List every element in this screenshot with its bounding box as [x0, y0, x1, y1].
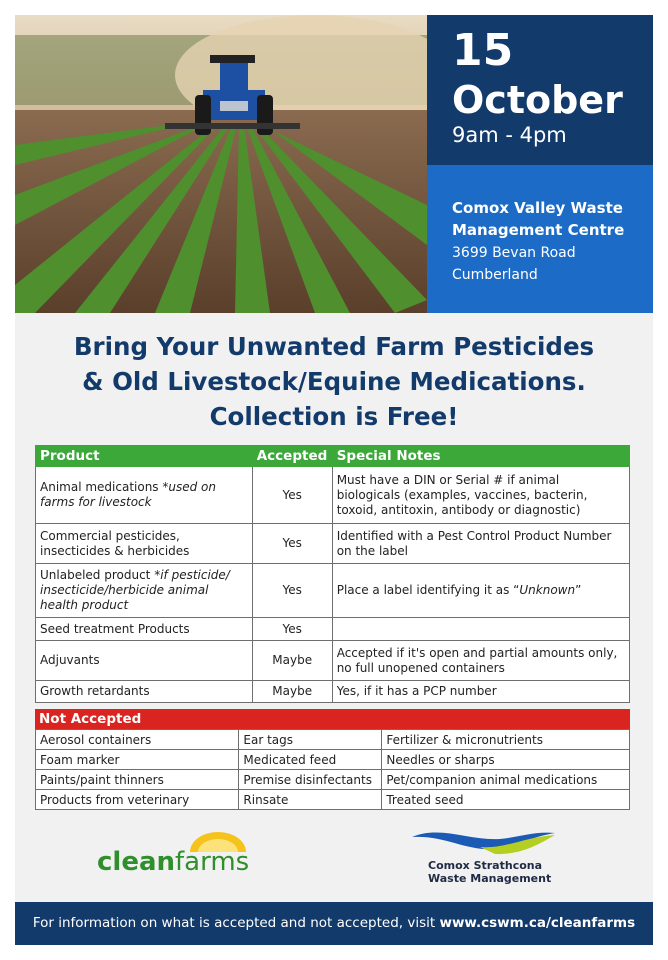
- location-name: Comox Valley Waste Management Centre: [452, 199, 625, 239]
- table-header-row: [36, 446, 630, 467]
- product-cell: [36, 564, 253, 618]
- product-name: Unlabeled product: [40, 568, 155, 582]
- product-note: *used on farms for livestock: [40, 480, 216, 509]
- not-accepted-item: Ear tags: [239, 730, 382, 750]
- svg-text:cleanfarms: [97, 847, 249, 877]
- address-line-2: Cumberland: [452, 267, 538, 283]
- event-month: October: [452, 78, 623, 122]
- table-row: [36, 641, 630, 681]
- accepted-cell: Yes: [252, 618, 332, 641]
- table-row: [36, 618, 630, 641]
- address-line-1: 3699 Bevan Road: [452, 245, 576, 261]
- table-row: [36, 790, 630, 810]
- notes-cell: Identified with a Pest Control Product Number on the label: [332, 524, 629, 564]
- notes-text: Place a label identifying it as “: [336, 583, 520, 597]
- page-headline: [15, 329, 653, 434]
- poster: [15, 15, 653, 945]
- product-cell: Adjuvants: [36, 641, 253, 681]
- event-location-panel: [427, 165, 653, 313]
- accepted-cell: Maybe: [252, 641, 332, 681]
- notes-cell: Accepted if it's open and partial amounts only, no full unopened containers: [332, 641, 629, 681]
- notes-cell: Yes, if it has a PCP number: [332, 681, 629, 703]
- accepted-products-table: [35, 445, 630, 703]
- cleanfarms-word-clean: clean: [97, 847, 176, 877]
- product-cell: Growth retardants: [36, 681, 253, 703]
- not-accepted-item: Premise disinfectants: [239, 770, 382, 790]
- not-accepted-table: [35, 729, 630, 810]
- location-address: [452, 242, 576, 286]
- accepted-cell: Yes: [252, 564, 332, 618]
- table-row: [36, 467, 630, 524]
- table-row: [36, 750, 630, 770]
- cswm-logo: [410, 827, 560, 893]
- notes-cell: [332, 564, 629, 618]
- table-row: [36, 730, 630, 750]
- product-name: Animal medications: [40, 480, 163, 494]
- not-accepted-item: Medicated feed: [239, 750, 382, 770]
- footer-text: For information on what is accepted and not accepted, visit: [32, 915, 440, 931]
- product-cell: Commercial pesticides, insecticides & herbicides: [36, 524, 253, 564]
- headline-line-2: & Old Livestock/Equine Medications.: [82, 367, 586, 396]
- not-accepted-item: Treated seed: [382, 790, 630, 810]
- accepted-cell: Yes: [252, 524, 332, 564]
- footer-link[interactable]: www.cswm.ca/cleanfarms: [439, 915, 636, 931]
- tractor-field-photo: [15, 15, 427, 313]
- not-accepted-item: Fertilizer & micronutrients: [382, 730, 630, 750]
- not-accepted-item: Paints/paint thinners: [36, 770, 239, 790]
- event-time: 9am - 4pm: [452, 123, 567, 147]
- table-row: [36, 681, 630, 703]
- table-row: [36, 770, 630, 790]
- cswm-line-2: Waste Management: [428, 872, 552, 885]
- product-note: *if pesticide/ insecticide/herbicide animal health product: [40, 568, 230, 612]
- wave-icon: [410, 827, 560, 889]
- not-accepted-item: Products from veterinary: [36, 790, 239, 810]
- product-cell: [36, 467, 253, 524]
- sunrise-icon: [95, 830, 255, 880]
- cswm-line-1: Comox Strathcona: [428, 859, 543, 872]
- accepted-cell: Maybe: [252, 681, 332, 703]
- not-accepted-item: Needles or sharps: [382, 750, 630, 770]
- product-cell: Seed treatment Products: [36, 618, 253, 641]
- table-row: [36, 524, 630, 564]
- event-date-panel: [427, 15, 653, 165]
- accepted-cell: Yes: [252, 467, 332, 524]
- headline-line-3: Collection is Free!: [209, 402, 459, 431]
- notes-text-end: ”: [575, 583, 582, 597]
- footer-banner: [15, 902, 653, 945]
- cleanfarms-word-farms: farms: [175, 847, 250, 877]
- hero-banner: [15, 15, 653, 313]
- not-accepted-item: Pet/companion animal medications: [382, 770, 630, 790]
- notes-cell: [332, 618, 629, 641]
- not-accepted-item: Rinsate: [239, 790, 382, 810]
- notes-cell: Must have a DIN or Serial # if animal biologicals (examples, vaccines, bacterin, toxoid, antitoxin, antibody or diagnostic): [332, 467, 629, 524]
- headline-line-1: Bring Your Unwanted Farm Pesticides: [73, 332, 595, 361]
- table-row: [36, 564, 630, 618]
- header-accepted: Accepted: [252, 446, 332, 467]
- event-day: 15: [452, 25, 514, 76]
- not-accepted-item: Foam marker: [36, 750, 239, 770]
- not-accepted-item: Aerosol containers: [36, 730, 239, 750]
- not-accepted-header: Not Accepted: [35, 709, 630, 729]
- header-product: Product: [36, 446, 253, 467]
- header-special-notes: Special Notes: [332, 446, 629, 467]
- notes-emphasis: Unknown: [519, 583, 576, 597]
- cleanfarms-logo: [95, 830, 255, 884]
